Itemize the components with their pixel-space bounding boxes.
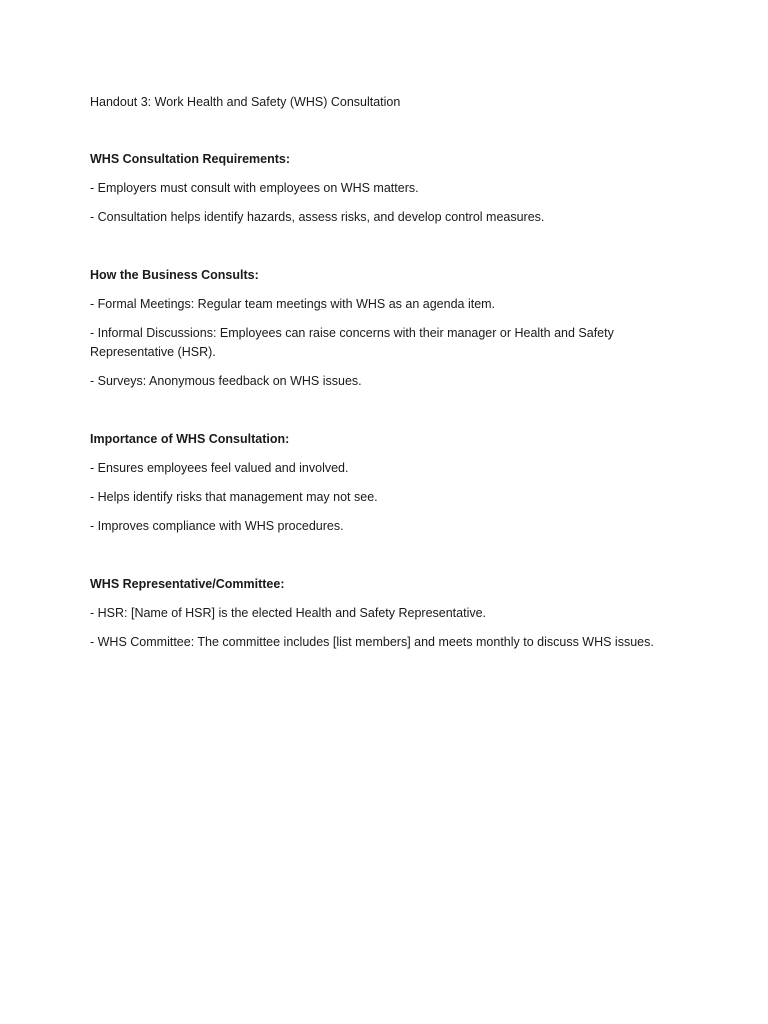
section-heading: WHS Consultation Requirements: <box>90 152 291 166</box>
section-heading: WHS Representative/Committee: <box>90 577 285 591</box>
section-heading: Importance of WHS Consultation: <box>90 432 290 446</box>
section-list <box>90 179 690 227</box>
section-list <box>90 604 690 652</box>
section-list <box>90 295 690 391</box>
list-item: - Employers must consult with employees on WHS matters. <box>90 181 419 195</box>
section-importance <box>90 430 690 536</box>
section-consultation-requirements <box>90 150 690 227</box>
list-item: - Consultation helps identify hazards, assess risks, and develop control measures. <box>90 210 545 224</box>
list-item: - Ensures employees feel valued and involved. <box>90 461 349 475</box>
section-list <box>90 459 690 536</box>
document-title: Handout 3: Work Health and Safety (WHS) Consultation <box>90 95 401 109</box>
section-how-business-consults <box>90 266 690 391</box>
list-item: - Helps identify risks that management may not see. <box>90 490 378 504</box>
section-heading: How the Business Consults: <box>90 268 259 282</box>
list-item: - Improves compliance with WHS procedures. <box>90 519 344 533</box>
document-page <box>90 93 690 691</box>
list-item: - Surveys: Anonymous feedback on WHS issues. <box>90 374 362 388</box>
list-item: - Informal Discussions: Employees can raise concerns with their manager or Health and Safety Representative (HSR). <box>90 326 614 359</box>
section-representative-committee <box>90 575 690 652</box>
list-item: - Formal Meetings: Regular team meetings with WHS as an agenda item. <box>90 297 496 311</box>
list-item: - WHS Committee: The committee includes [list members] and meets monthly to discuss WHS issues. <box>90 635 654 649</box>
list-item: - HSR: [Name of HSR] is the elected Health and Safety Representative. <box>90 606 487 620</box>
